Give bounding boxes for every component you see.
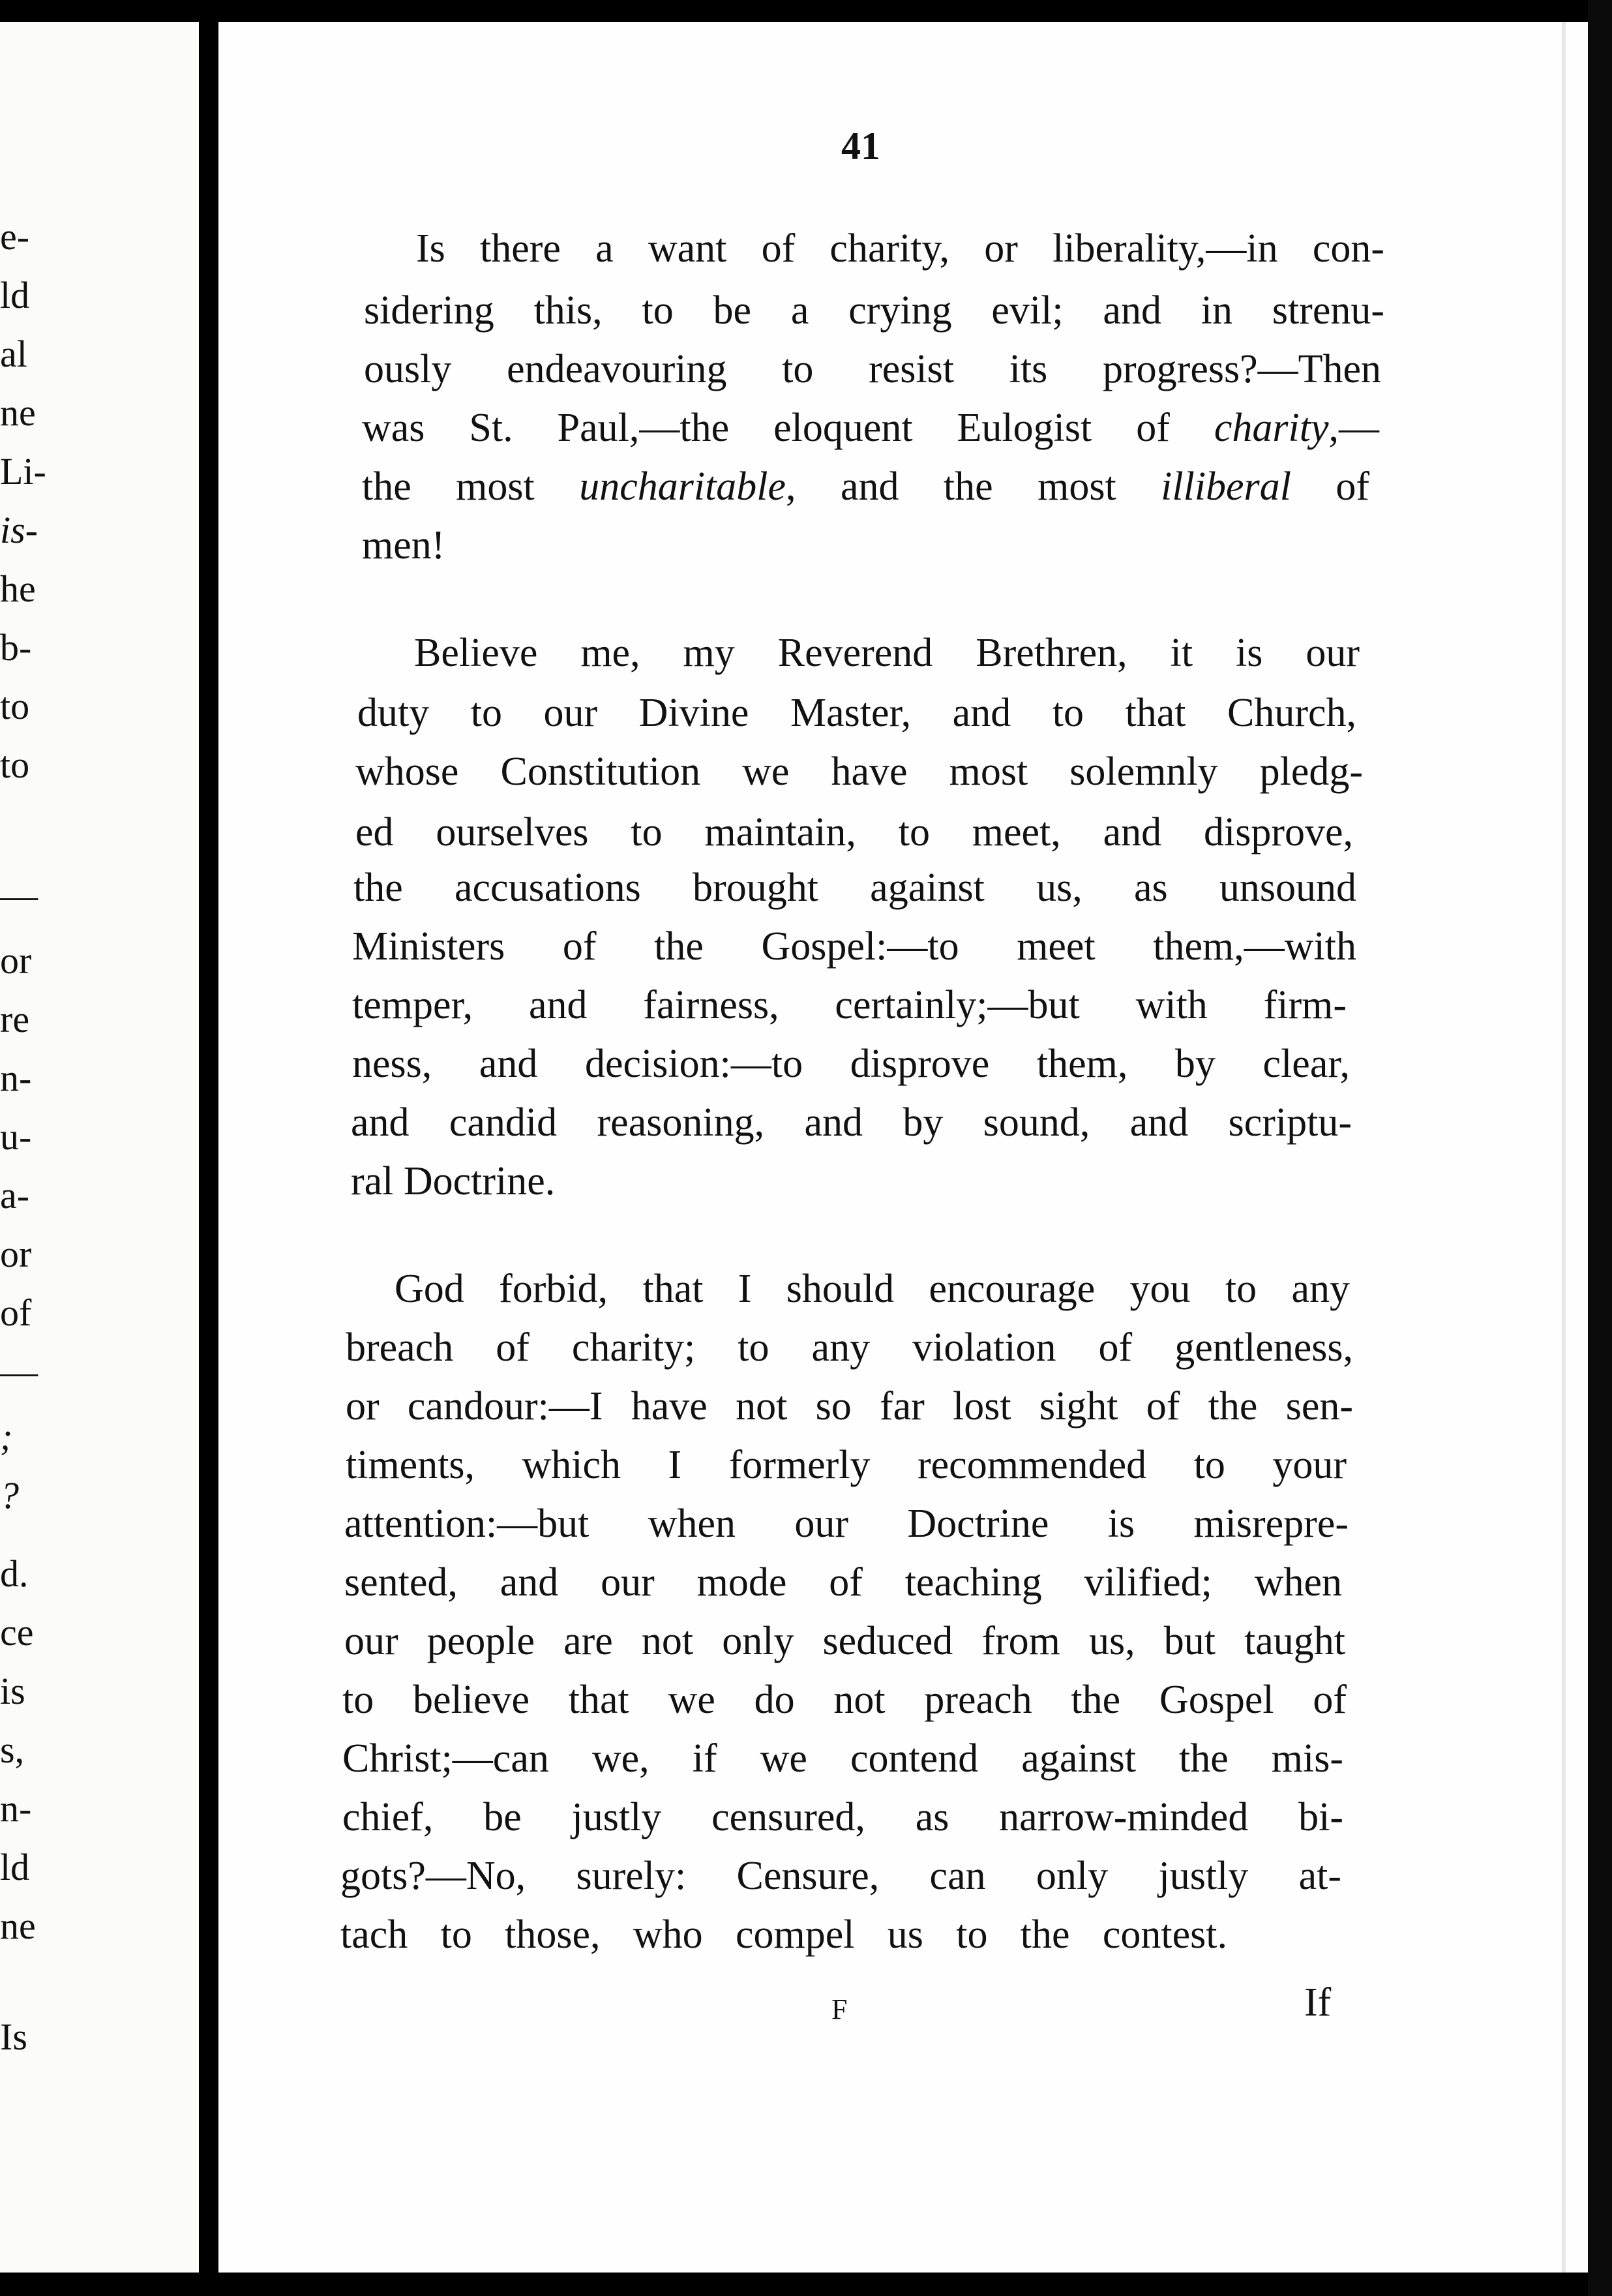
text-line: duty to our Divine Master, and to that Church, xyxy=(357,691,1356,735)
text-line: chief, be justly censured, as narrow-minded bi- xyxy=(342,1795,1343,1839)
text-line: Believe me, my Reverend Brethren, it is our xyxy=(414,631,1360,675)
prev-page-fragment: — xyxy=(0,874,38,916)
prev-page-fragment: or xyxy=(0,1233,32,1275)
signature-mark: F xyxy=(831,1993,848,2025)
prev-page-fragment: or xyxy=(0,939,32,982)
book-edge xyxy=(1588,0,1612,2296)
prev-page-fragment: b- xyxy=(0,626,32,669)
prev-page-fragment: Li- xyxy=(0,450,46,492)
prev-page-fragment: al xyxy=(0,333,27,375)
prev-page-fragment: ne xyxy=(0,391,36,434)
text-line: our people are not only seduced from us, but taught xyxy=(344,1619,1345,1663)
prev-page-fragment: is xyxy=(0,1670,25,1712)
text-line: gots?—No, surely: Censure, can only justly at- xyxy=(340,1854,1341,1898)
prev-page-fragment: of xyxy=(0,1292,32,1334)
prev-page-fragment: e- xyxy=(0,215,30,258)
text-line: to believe that we do not preach the Gospel of xyxy=(342,1678,1347,1722)
text-line: and candid reasoning, and by sound, and scriptu- xyxy=(351,1100,1352,1145)
text-line: ously endeavouring to resist its progress?—Then xyxy=(364,347,1381,391)
text-line: ral Doctrine. xyxy=(351,1159,556,1203)
prev-page-fragment: ; xyxy=(0,1415,13,1458)
prev-page-fragment: ? xyxy=(0,1474,19,1517)
page-number: 41 xyxy=(841,125,880,168)
text-line: Is there a want of charity, or liberality,—in con- xyxy=(416,226,1384,271)
text-line: the accusations brought against us, as unsound xyxy=(353,866,1356,910)
text-line: Christ;—can we, if we contend against the mis- xyxy=(342,1736,1343,1781)
text-line: sidering this, to be a crying evil; and in strenu- xyxy=(364,288,1384,333)
text-line: men! xyxy=(362,523,445,567)
previous-page-strip xyxy=(0,22,199,2273)
page-edge xyxy=(1562,22,1566,2273)
prev-page-fragment: re xyxy=(0,998,30,1040)
prev-page-fragment: to xyxy=(0,685,30,727)
prev-page-fragment: s, xyxy=(0,1729,25,1771)
text-line: tach to those, who compel us to the contest. xyxy=(340,1912,1227,1957)
prev-page-fragment: — xyxy=(0,1350,38,1393)
prev-page-fragment: ce xyxy=(0,1611,34,1654)
catchword: If xyxy=(1304,1980,1332,2025)
prev-page-fragment: n- xyxy=(0,1057,32,1099)
prev-page-fragment: Is xyxy=(0,2016,27,2058)
prev-page-fragment: ld xyxy=(0,274,30,316)
book-gutter xyxy=(199,0,218,2296)
text-line: God forbid, that I should encourage you to any xyxy=(395,1267,1350,1311)
prev-page-fragment: ne xyxy=(0,1905,36,1947)
prev-page-fragment: u- xyxy=(0,1115,32,1158)
prev-page-fragment: is- xyxy=(0,509,38,551)
text-line: ness, and decision:—to disprove them, by clear, xyxy=(352,1042,1350,1086)
text-line: whose Constitution we have most solemnly pledg- xyxy=(355,749,1363,794)
text-line: or candour:—I have not so far lost sight of the sen- xyxy=(346,1384,1353,1428)
text-line: attention:—but when our Doctrine is misrepre- xyxy=(344,1502,1349,1546)
prev-page-fragment: to xyxy=(0,744,30,786)
text-line: the most uncharitable, and the most illiberal of xyxy=(362,464,1370,509)
text-line: timents, which I formerly recommended to your xyxy=(346,1443,1347,1487)
text-line: Ministers of the Gospel:—to meet them,—with xyxy=(352,924,1356,969)
text-line: ed ourselves to maintain, to meet, and disprove, xyxy=(355,810,1353,854)
text-line: sented, and our mode of teaching vilified; when xyxy=(344,1560,1342,1605)
prev-page-fragment: a- xyxy=(0,1174,30,1216)
prev-page-fragment: ld xyxy=(0,1846,30,1888)
text-line: was St. Paul,—the eloquent Eulogist of charity,— xyxy=(362,406,1379,450)
prev-page-fragment: d. xyxy=(0,1552,29,1595)
text-line: temper, and fairness, certainly;—but with firm- xyxy=(352,983,1347,1027)
prev-page-fragment: he xyxy=(0,567,36,610)
text-line: breach of charity; to any violation of gentleness, xyxy=(346,1325,1353,1370)
prev-page-fragment: n- xyxy=(0,1787,32,1830)
